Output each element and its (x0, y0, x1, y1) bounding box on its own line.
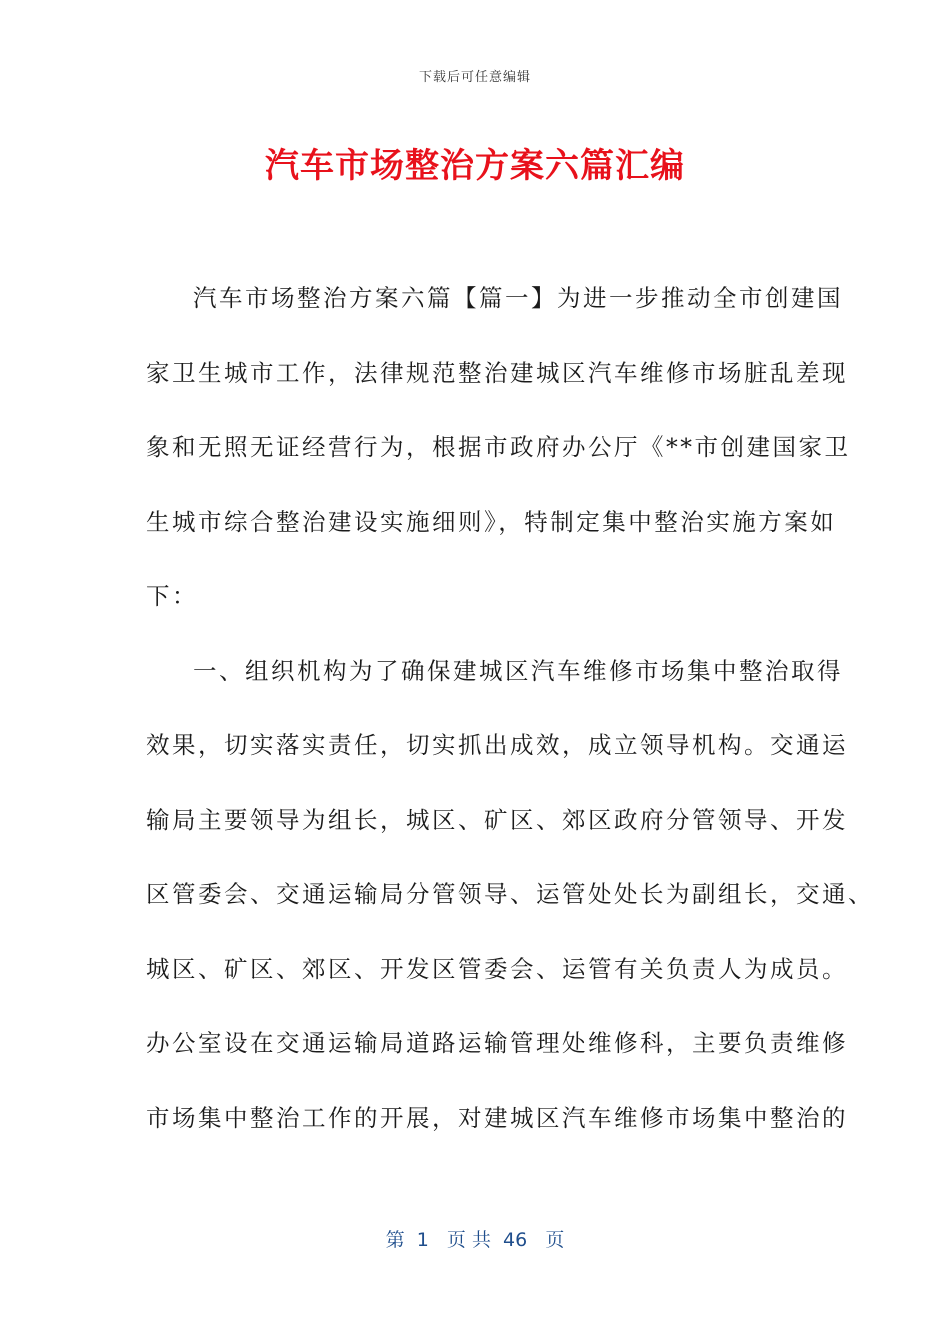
paragraph-line: 输局主要领导为组长，城区、矿区、郊区政府分管领导、开发 (146, 805, 848, 834)
paragraph-line: 下： (146, 582, 198, 610)
paragraph-line: 一、组织机构为了确保建城区汽车维修市场集中整治取得 (193, 656, 843, 685)
page-header-note: 下载后可任意编辑 (418, 70, 531, 85)
paragraph-line: 城区、矿区、郊区、开发区管委会、运管有关负责人为成员。 (146, 954, 848, 983)
paragraph-line: 象和无照无证经营行为，根据市政府办公厅《**市创建国家卫 (146, 433, 851, 461)
page-number-footer: 第 1 页 共 46 页 (385, 1229, 565, 1251)
paragraph-line: 家卫生城市工作，法律规范整治建城区汽车维修市场脏乱差现 (146, 358, 848, 387)
paragraph-line: 区管委会、交通运输局分管领导、运管处处长为副组长，交通、 (146, 880, 874, 908)
paragraph-line: 办公室设在交通运输局道路运输管理处维修科，主要负责维修 (146, 1029, 848, 1057)
paragraph-line: 效果，切实落实责任，切实抓出成效，成立领导机构。交通运 (146, 731, 848, 759)
document-body (146, 276, 874, 1170)
paragraph-line: 市场集中整治工作的开展，对建城区汽车维修市场集中整治的 (146, 1103, 848, 1132)
document-title: 汽车市场整治方案六篇汇编 (265, 146, 685, 186)
paragraph-line: 汽车市场整治方案六篇【篇一】为进一步推动全市创建国 (193, 284, 843, 312)
paragraph-line: 生城市综合整治建设实施细则》，特制定集中整治实施方案如 (146, 507, 837, 536)
